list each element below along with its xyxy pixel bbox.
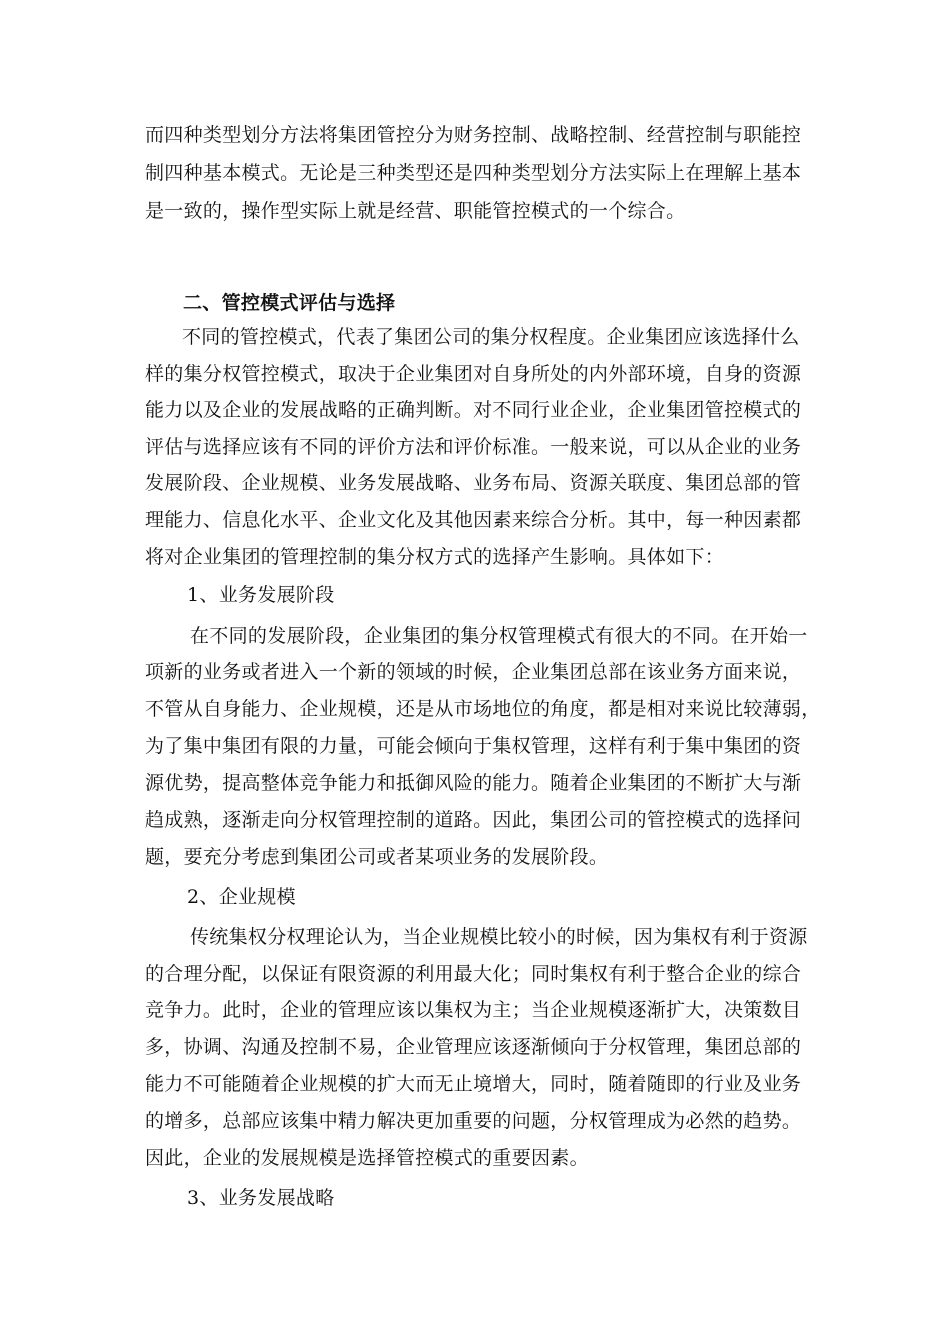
item1-para-line: 项新的业务或者进入一个新的领域的时候，企业集团总部在该业务方面来说，: [145, 661, 802, 683]
item2-para-line: 能力不可能随着企业规模的扩大而无止境增大，同时，随着随即的行业及业务: [145, 1073, 802, 1095]
item2-para-line: 竞争力。此时，企业的管理应该以集权为主；当企业规模逐渐扩大，决策数目: [145, 999, 802, 1021]
section-para-line: 能力以及企业的发展战略的正确判断。对不同行业企业，企业集团管控模式的: [145, 399, 802, 421]
intro-line-3: 是一致的，操作型实际上就是经营、职能管控模式的一个综合。: [145, 200, 686, 222]
item1-para-line: 为了集中集团有限的力量，可能会倾向于集权管理，这样有利于集中集团的资: [145, 735, 802, 757]
section-para-line: 理能力、信息化水平、企业文化及其他因素来综合分析。其中，每一种因素都: [145, 509, 802, 531]
intro-line-1: 而四种类型划分方法将集团管控分为财务控制、战略控制、经营控制与职能控: [145, 124, 802, 146]
section-para-line: 评估与选择应该有不同的评价方法和评价标准。一般来说，可以从企业的业务: [145, 436, 802, 458]
item1-para-line: 题，要充分考虑到集团公司或者某项业务的发展阶段。: [145, 846, 609, 868]
item2-para-line: 传统集权分权理论认为，当企业规模比较小的时候，因为集权有利于资源: [190, 926, 808, 948]
item2-para-line: 多，协调、沟通及控制不易，企业管理应该逐渐倾向于分权管理，集团总部的: [145, 1036, 802, 1058]
section-para-line: 发展阶段、企业规模、业务发展战略、业务布局、资源关联度、集团总部的管: [145, 472, 802, 494]
item1-para-line: 在不同的发展阶段，企业集团的集分权管理模式有很大的不同。在开始一: [190, 625, 808, 647]
intro-line-2: 制四种基本模式。无论是三种类型还是四种类型划分方法实际上在理解上基本: [145, 162, 802, 184]
item-heading-3: 3、业务发展战略: [187, 1187, 335, 1209]
item2-para-line: 的增多，总部应该集中精力解决更加重要的问题，分权管理成为必然的趋势。: [145, 1110, 802, 1132]
section-para-line: 将对企业集团的管理控制的集分权方式的选择产生影响。具体如下：: [145, 546, 725, 568]
item2-para-line: 的合理分配，以保证有限资源的利用最大化；同时集权有利于整合企业的综合: [145, 963, 802, 985]
item-heading-2: 2、企业规模: [187, 886, 296, 908]
item-heading-1: 1、业务发展阶段: [187, 584, 335, 606]
item1-para-line: 源优势，提高整体竞争能力和抵御风险的能力。随着企业集团的不断扩大与渐: [145, 772, 802, 794]
item1-para-line: 不管从自身能力、企业规模，还是从市场地位的角度，都是相对来说比较薄弱，: [145, 698, 821, 720]
section-para-line: 不同的管控模式，代表了集团公司的集分权程度。企业集团应该选择什么: [182, 326, 800, 348]
item2-para-line: 因此，企业的发展规模是选择管控模式的重要因素。: [145, 1147, 589, 1169]
item1-para-line: 趋成熟，逐渐走向分权管理控制的道路。因此，集团公司的管控模式的选择问: [145, 809, 802, 831]
section-heading: 二、管控模式评估与选择: [183, 292, 396, 314]
section-para-line: 样的集分权管控模式，取决于企业集团对自身所处的内外部环境，自身的资源: [145, 363, 802, 385]
